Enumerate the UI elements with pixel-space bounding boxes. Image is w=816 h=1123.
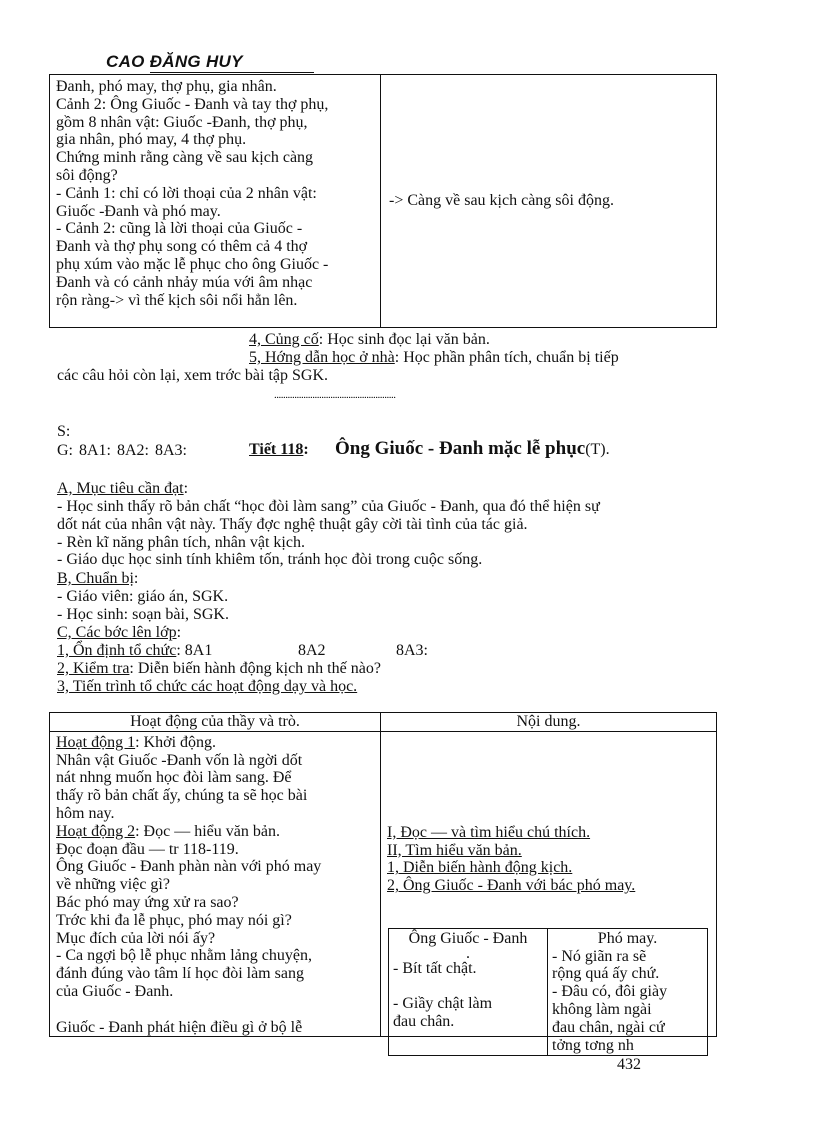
activity-cell bbox=[50, 731, 381, 1037]
objective-item: - Giáo dục học sinh tính khiêm tốn, tránh học đòi trong cuộc sống. bbox=[57, 551, 483, 569]
period-colon: : bbox=[303, 441, 309, 458]
hd2-line: về những việc gì? bbox=[56, 876, 170, 894]
top-left-line: gồm 8 nhân vật: Giuốc -Đanh, thợ phụ, bbox=[56, 113, 308, 131]
top-left-line: gia nhân, phó may, 4 thợ phụ. bbox=[56, 131, 247, 149]
hd2-line: Bác phó may ứng xử ra sao? bbox=[56, 893, 239, 911]
hd2-line: Mục đích của lời nói ấy? bbox=[56, 929, 216, 947]
hd2-paragraph bbox=[56, 841, 374, 1037]
hd1-line: thấy rõ bản chất ấy, chúng ta sẽ học bài bbox=[56, 787, 308, 805]
hd1-paragraph bbox=[56, 752, 374, 823]
comparison-tailor-line: đau chân, ngài cứ bbox=[552, 1018, 665, 1036]
comparison-tailor-line: - Đâu có, đôi giày bbox=[552, 983, 668, 1001]
content-heading: I, Đọc — và tìm hiểu chú thích. bbox=[387, 823, 591, 841]
preparation-list bbox=[57, 588, 229, 624]
content-headings bbox=[387, 824, 710, 895]
hd2-line: của Giuốc - Đanh. bbox=[56, 982, 174, 1000]
comparison-tailor-lines bbox=[552, 948, 703, 1055]
comparison-giuoc-lines bbox=[393, 960, 543, 1031]
content-heading: 2, Ông Giuốc - Đanh với bác phó may. bbox=[387, 877, 636, 895]
preparation-item: - Giáo viên: giáo án, SGK. bbox=[57, 588, 229, 605]
main-table bbox=[49, 712, 717, 1054]
author-header: CAO ĐĂNG HUY bbox=[106, 52, 243, 71]
top-left-line: phụ xúm vào mặc lễ phục cho ông Giuốc - bbox=[56, 255, 329, 273]
class-line bbox=[57, 441, 187, 461]
hd1-line: Nhân vật Giuốc -Đanh vốn là ngời dốt bbox=[56, 751, 303, 769]
top-left-line: Chứng minh rằng càng về sau kịch càng bbox=[56, 149, 314, 167]
hd2-line bbox=[56, 1001, 374, 1019]
hd2-heading bbox=[56, 823, 374, 841]
comparison-table bbox=[388, 928, 708, 1057]
top-left-line: - Cảnh 2: cũng là lời thoại của Giuốc - bbox=[56, 220, 303, 238]
comparison-giuoc-cell bbox=[389, 928, 548, 1056]
hd1-label: Hoạt động 1 bbox=[56, 733, 136, 751]
lesson-title-suffix: (T). bbox=[585, 441, 610, 458]
homework-continuation: các câu hỏi còn lại, xem trớc bài tập SGK. bbox=[57, 367, 329, 384]
preparation-heading-wrap bbox=[57, 570, 138, 588]
comparison-giuoc-line: - Bít tất chật. bbox=[393, 959, 477, 977]
steps-heading-colon: : bbox=[176, 624, 182, 641]
hd2-line: Giuốc - Đanh phát hiện điều gì ở bộ lễ bbox=[56, 1018, 303, 1036]
hd1-line: nát nhng muốn học đòi làm sang. Để bbox=[56, 769, 292, 787]
hd2-line: - Ca ngợi bộ lễ phục nhằm lảng chuyện, bbox=[56, 947, 312, 965]
separator-dots: ...................................................... bbox=[274, 389, 396, 401]
top-left-line: Giuốc -Đanh và phó may. bbox=[56, 202, 221, 220]
homework-line bbox=[249, 349, 619, 367]
top-left-text bbox=[56, 78, 374, 309]
consolidation-line bbox=[249, 331, 490, 349]
lesson-title: Ông Giuốc - Đanh mặc lễ phục bbox=[335, 438, 586, 459]
header-underline bbox=[150, 72, 314, 73]
hd2-line: Ông Giuốc - Đanh phàn nàn với phó may bbox=[56, 858, 322, 876]
content-heading: 1, Diễn biến hành động kịch. bbox=[387, 859, 573, 877]
objectives-list bbox=[57, 498, 712, 569]
objectives-heading-colon: : bbox=[183, 480, 189, 497]
content-heading: II, Tìm hiểu văn bản. bbox=[387, 841, 522, 859]
preparation-item: - Học sinh: soạn bài, SGK. bbox=[57, 605, 229, 623]
hd2-line: Đọc đoạn đầu — tr 118-119. bbox=[56, 840, 239, 858]
period-label-wrap bbox=[249, 440, 309, 460]
comparison-tailor-cell bbox=[548, 928, 708, 1056]
comparison-tailor-line: rộng quá ấy chứ. bbox=[552, 965, 660, 983]
homework-label: 5, Hớng dẫn học ở nhà bbox=[249, 349, 395, 366]
top-table-left-cell bbox=[50, 75, 381, 328]
consolidation-label: 4, Củng cố bbox=[249, 331, 319, 348]
hd2-text: : Đọc — hiểu văn bản. bbox=[135, 822, 280, 840]
top-table bbox=[49, 74, 717, 328]
step-1-text: : 8A1 bbox=[176, 642, 213, 659]
steps-heading-wrap bbox=[57, 624, 181, 642]
step-2-text: : Diễn biến hành động kịch nh thế nào? bbox=[129, 660, 381, 677]
main-header-activity: Hoạt động của thầy và trò. bbox=[50, 713, 381, 732]
content-cell bbox=[381, 731, 717, 1054]
s-label: S: bbox=[57, 423, 71, 440]
step-3: 3, Tiến trình tổ chức các hoạt động dạy và học. bbox=[57, 678, 358, 695]
objective-item: - Học sinh thấy rõ bản chất “học đòi làm sang” của Giuốc - Đanh, qua đó thể hiện sự bbox=[57, 498, 600, 515]
main-header-content: Nội dung. bbox=[381, 713, 717, 732]
objectives-heading-wrap bbox=[57, 480, 188, 498]
objectives-heading: A, Mục tiêu cần đạt bbox=[57, 480, 184, 497]
top-left-line: Đanh và thợ phụ song có thêm cả 4 thợ bbox=[56, 238, 308, 256]
step-1-class-c: 8A3: bbox=[396, 642, 428, 659]
hd2-label: Hoạt động 2 bbox=[56, 822, 136, 840]
hd1-heading bbox=[56, 734, 374, 752]
comparison-tailor-line: - Nó giãn ra sẽ bbox=[552, 947, 647, 965]
top-left-line: - Cảnh 1: chỉ có lời thoại của 2 nhân vật: bbox=[56, 184, 317, 202]
period-label: Tiết 118 bbox=[249, 441, 304, 458]
lesson-title-wrap bbox=[335, 437, 610, 462]
step-2-label: 2, Kiểm tra bbox=[57, 660, 130, 677]
hd1-text: : Khởi động. bbox=[135, 733, 217, 751]
top-left-line: sôi động? bbox=[56, 166, 118, 184]
top-left-line: Đanh, phó may, thợ phụ, gia nhân. bbox=[56, 78, 277, 95]
comparison-giuoc-dot: . bbox=[466, 944, 470, 962]
class-list: G: 8A1: 8A2: 8A3: bbox=[57, 442, 187, 459]
step-2 bbox=[57, 660, 381, 678]
steps-heading: C, Các bớc lên lớp bbox=[57, 624, 177, 641]
top-left-line: Cảnh 2: Ông Giuốc - Đanh và tay thợ phụ, bbox=[56, 95, 329, 113]
comparison-giuoc-line: đau chân. bbox=[393, 1012, 455, 1030]
step-1-class-b: 8A2 bbox=[298, 642, 326, 659]
comparison-tailor-line: tởng tơng nh bbox=[552, 1036, 634, 1054]
homework-text: : Học phần phân tích, chuẩn bị tiếp bbox=[394, 349, 619, 366]
hd2-line: đánh đúng vào tâm lí học đòi làm sang bbox=[56, 965, 304, 983]
objective-item: dốt nát của nhân vật này. Thấy đợc nghệ thuật gây cời tài tình của tác giả. bbox=[57, 515, 528, 533]
preparation-heading: B, Chuẩn bị bbox=[57, 570, 134, 587]
top-table-right-cell bbox=[381, 75, 717, 328]
top-left-line: Đanh và có cảnh nhảy múa với âm nhạc bbox=[56, 273, 313, 291]
preparation-heading-colon: : bbox=[133, 570, 139, 587]
comparison-tailor-line: không làm ngài bbox=[552, 1000, 652, 1018]
hd2-line: Trớc khi đa lễ phục, phó may nói gì? bbox=[56, 911, 292, 929]
page-number: 432 bbox=[617, 1056, 641, 1073]
top-right-conclusion: -> Càng về sau kịch càng sôi động. bbox=[389, 192, 614, 210]
comparison-giuoc-line bbox=[393, 977, 543, 995]
hd1-line: hôm nay. bbox=[56, 804, 115, 822]
comparison-giuoc-line: - Giầy chật làm bbox=[393, 995, 493, 1013]
comparison-giuoc-header: Ông Giuốc - Đanh bbox=[408, 929, 528, 947]
consolidation-text: : Học sinh đọc lại văn bản. bbox=[318, 331, 490, 348]
objective-item: - Rèn kĩ năng phân tích, nhân vật kịch. bbox=[57, 533, 305, 551]
top-left-line: rộn ràng-> vì thế kịch sôi nổi hẳn lên. bbox=[56, 291, 298, 309]
step-1-label: 1, Ổn định tổ chức bbox=[57, 642, 177, 659]
step-1 bbox=[57, 642, 212, 660]
content-spacer bbox=[387, 734, 710, 824]
comparison-tailor-header: Phó may. bbox=[597, 929, 658, 947]
